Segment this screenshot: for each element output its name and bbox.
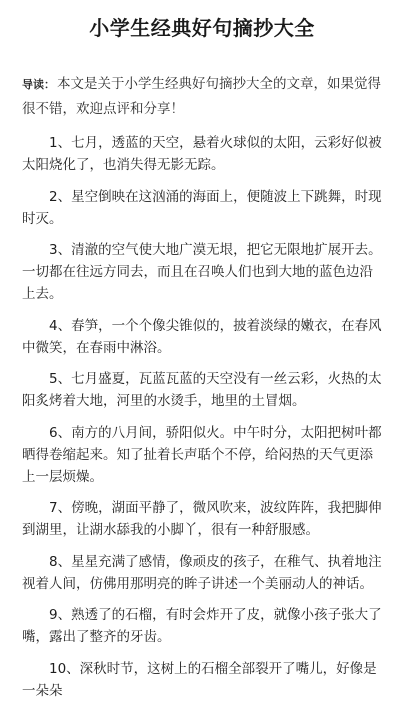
list-item: 2、星空倒映在这汹涌的海面上，便随波上下跳舞，时现时灭。 — [22, 188, 382, 227]
page-title: 小学生经典好句摘抄大全 — [89, 16, 315, 40]
list-item: 6、南方的八月间，骄阳似火。中午时分，太阳把树叶都晒得卷缩起来。知了扯着长声聒个不停，给闷热的天气更添上一层烦燥。 — [22, 424, 382, 485]
list-item: 3、清澈的空气使大地广漠无垠，把它无限地扩展开去。一切都在往远方同去，而且在召唤人们也到大地的蓝色边沿上去。 — [22, 242, 382, 302]
list-item: 9、熟透了的石榴，有时会炸开了皮，就像小孩子张大了嘴，露出了整齐的牙齿。 — [22, 607, 382, 645]
list-item: 7、傍晚，湖面平静了，微风吹来，波纹阵阵，我把脚伸到湖里，让湖水舔我的小脚丫，很有一种舒服感。 — [22, 500, 382, 538]
list-item: 10、深秋时节，这树上的石榴全部裂开了嘴儿，好像是一朵朵 — [22, 660, 377, 699]
list-item: 8、星星充满了感情，像顽皮的孩子，在稚气、执着地注视着人间，仿佛用那明亮的眸子讲述一个美丽动人的神话。 — [22, 553, 382, 592]
list-item: 5、七月盛夏，瓦蓝瓦蓝的天空没有一丝云彩，火热的太阳炙烤着大地，河里的水烫手，地里的土冒烟。 — [22, 371, 382, 409]
list-item: 4、春笋，一个个像尖锥似的，披着淡绿的嫩衣，在春风中微笑，在春雨中淋浴。 — [22, 317, 382, 356]
list-item: 1、七月，透蓝的天空，悬着火球似的太阳，云彩好似被太阳烧化了，也消失得无影无踪。 — [22, 135, 382, 173]
intro-paragraph — [22, 72, 382, 122]
intro-text: 本文是关于小学生经典好句摘抄大全的文章，如果觉得很不错，欢迎点评和分享！ — [22, 76, 381, 117]
sentence-list — [22, 132, 382, 702]
intro-label: 导读： — [22, 78, 55, 91]
